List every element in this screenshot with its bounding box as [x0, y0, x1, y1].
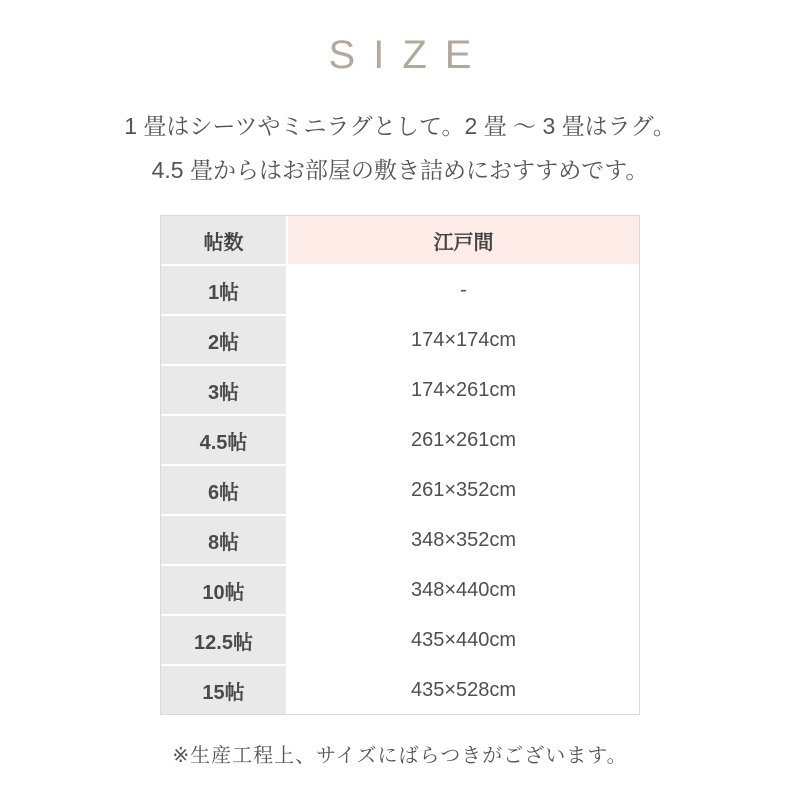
table-header-row: [161, 216, 639, 265]
dimension-cell: 435×440cm: [287, 615, 639, 665]
description-line-2: 4.5 畳からはお部屋の敷き詰めにおすすめです。: [151, 157, 649, 183]
column-header-josu: 帖数: [161, 216, 287, 265]
size-table-container: [160, 215, 640, 715]
dimension-cell: -: [287, 265, 639, 315]
table-row: [161, 515, 639, 565]
table-row: [161, 465, 639, 515]
page-title: SIZE: [328, 33, 490, 77]
table-row: [161, 565, 639, 615]
size-cell: 1帖: [161, 265, 287, 315]
dimension-cell: 174×174cm: [287, 315, 639, 365]
description-line-1: 1 畳はシーツやミニラグとして。2 畳 ～ 3 畳はラグ。: [124, 113, 676, 139]
dimension-cell: 174×261cm: [287, 365, 639, 415]
size-cell: 3帖: [161, 365, 287, 415]
table-row: [161, 365, 639, 415]
dimension-cell: 261×352cm: [287, 465, 639, 515]
table-row: [161, 615, 639, 665]
size-cell: 4.5帖: [161, 415, 287, 465]
column-header-edoma: 江戸間: [287, 216, 639, 265]
size-cell: 8帖: [161, 515, 287, 565]
production-note: ※生産工程上、サイズにばらつきがございます。: [172, 745, 628, 767]
size-cell: 2帖: [161, 315, 287, 365]
table-row: [161, 415, 639, 465]
size-cell: 10帖: [161, 565, 287, 615]
size-cell: 12.5帖: [161, 615, 287, 665]
table-row: [161, 665, 639, 714]
table-row: [161, 265, 639, 315]
dimension-cell: 348×352cm: [287, 515, 639, 565]
size-cell: 15帖: [161, 665, 287, 714]
size-cell: 6帖: [161, 465, 287, 515]
table-row: [161, 315, 639, 365]
size-table: [161, 216, 639, 714]
description: [0, 104, 800, 192]
dimension-cell: 261×261cm: [287, 415, 639, 465]
dimension-cell: 348×440cm: [287, 565, 639, 615]
dimension-cell: 435×528cm: [287, 665, 639, 714]
